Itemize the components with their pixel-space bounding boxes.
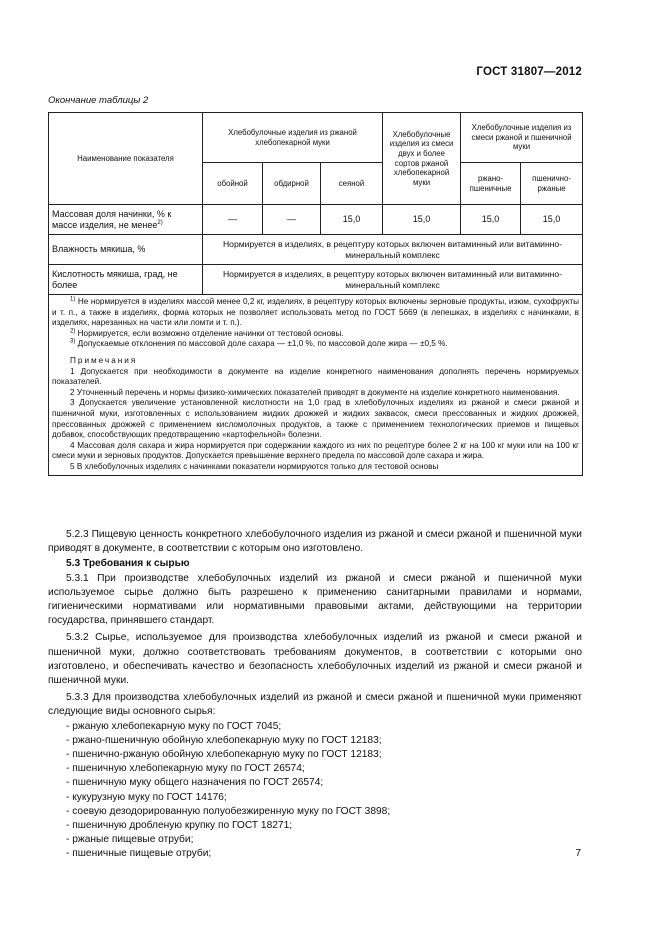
- table-row: [49, 265, 583, 295]
- list-item: - ржаную хлебопекарную муку по ГОСТ 7045;: [66, 720, 282, 732]
- header-rye-wheat: ржано-пшеничные: [461, 163, 521, 205]
- paragraph-5-3-3: 5.3.3 Для производства хлебобулочных изделий из ржаной и смеси ржаной и пшеничной муки применяют следующие виды основного сырья:: [48, 692, 582, 718]
- row-name-filling: Массовая доля начинки, % к массе изделия, не менее$^{2)}$: [49, 205, 203, 235]
- footnote-2: $^{2)}$ Нормируется, если возможно отделение начинки от тестовой основы.: [70, 328, 344, 338]
- header-seyan: сеяной: [321, 163, 383, 205]
- cell-value: 15,0: [383, 205, 461, 235]
- cell-value: 15,0: [521, 205, 583, 235]
- footnote-1: $^{1)}$ Не нормируется в изделиях массой менее 0,2 кг, изделиях, в рецептуру которых включены зерновые продукты, изюм, сухофрукты и т. п., а также в изделиях, форма которых не позволяет использовать метод по ГОСТ 5669 (в лепешках, в изделиях с начинками, в изделиях, нарезанных на части или ломти и т. п.).: [52, 296, 580, 328]
- header-oboy: обойной: [203, 163, 263, 205]
- list-item: - пшеничную муку общего назначения по ГОСТ 26574;: [66, 777, 324, 789]
- list-item: - ржано-пшеничную обойную хлебопекарную муку по ГОСТ 12183;: [66, 734, 382, 746]
- header-wheat-rye: пшенично-ржаные: [521, 163, 583, 205]
- cell-moisture-rule: Нормируется в изделиях, в рецептуру которых включен витаминный или витаминно-минеральный комплекс: [203, 235, 583, 265]
- note-1: 1 Допускается при необходимости в документе на изделие конкретного наименования дополнять перечень нормируемых показателей.: [52, 366, 580, 387]
- section-heading-5-3: 5.3 Требования к сырью: [66, 558, 190, 570]
- header-indicator-name: Наименование показателя: [49, 113, 203, 205]
- paragraph-5-3-1: 5.3.1 При производстве хлебобулочных изделий из ржаной и смеси ржаной и пшеничной муки используемое сырье должно быть разрешено к применению санитарными правилами и нормами, гигиеническими нормативами или нормативными правовыми актами, действующими на территории государства, принявшего стандарт.: [48, 572, 582, 627]
- header-rye-wheat-group: Хлебобулочные изделия из смеси ржаной и пшеничной муки: [461, 113, 583, 163]
- row-name-moisture: Влажность мякиша, %: [49, 235, 203, 265]
- table-notes: [49, 295, 583, 476]
- header-rye-group: Хлебобулочные изделия из ржаной хлебопекарной муки: [203, 113, 383, 163]
- header-mixed-rye-group: Хлебобулочные изделия из смеси двух и более сортов ржаной хлебопекарной муки: [383, 113, 461, 205]
- note-3: 3 Допускается увеличение установленной кислотности на 1,0 град в хлебобулочных изделиях из ржаной и смеси ржаной и пшеничной муки, изготовленных с использованием жидких дрожжей и жидких заквасок, смеси прессованных и жидких дрожжей, прессованных дрожжей с применением кисломолочных продуктов, а также с применением технологических приемов и пищевых добавок, способствующих предотвращению «картофельной» болезни.: [52, 398, 580, 440]
- note-2: 2 Уточненный перечень и нормы физико-химических показателей приводят в документе на изделие конкретного наименования.: [70, 387, 560, 397]
- table-caption: Окончание таблицы 2: [48, 95, 149, 106]
- footnote-3: $^{3)}$ Допускаемые отклонения по массовой доле сахара — ±1,0 %, по массовой доле жира — ±0,5 %.: [70, 338, 448, 349]
- list-item: - пшеничную хлебопекарную муку по ГОСТ 26574;: [66, 763, 305, 775]
- list-item: - соевую дезодорированную полуобезжиренную муку по ГОСТ 3898;: [66, 805, 391, 817]
- body-text: [48, 528, 582, 862]
- cell-value: —: [263, 205, 321, 235]
- indicators-table: [48, 112, 583, 476]
- notes-title: Примечания: [70, 355, 138, 365]
- list-item: - ржаные пищевые отруби;: [66, 834, 194, 846]
- document-code: ГОСТ 31807—2012: [476, 66, 582, 78]
- cell-value: 15,0: [461, 205, 521, 235]
- cell-value: —: [203, 205, 263, 235]
- row-name-acidity: Кислотность мякиша, град, не более: [49, 265, 203, 295]
- note-4: 4 Массовая доля сахара и жира нормируется при содержании каждого из них по рецептуре более 2 кг на 100 кг муки или на 100 кг смеси муки и зерновых продуктов. Допускается превышение верхнего предела по массовой доле сахара и жира.: [52, 440, 580, 461]
- page-number: 7: [575, 848, 581, 859]
- cell-acidity-rule: Нормируется в изделиях, в рецептуру которых включен витаминный или витаминно-минеральный комплекс: [203, 265, 583, 295]
- table-row: [49, 205, 583, 235]
- list-item: - пшеничные пищевые отруби;: [66, 848, 212, 860]
- raw-materials-list: [48, 720, 582, 862]
- list-item: - кукурузную муку по ГОСТ 14176;: [66, 791, 227, 803]
- list-item: - пшеничную дробленую крупку по ГОСТ 18271;: [66, 820, 293, 832]
- footnote-ref: 2): [157, 219, 163, 226]
- paragraph-5-2-3: 5.2.3 Пищевую ценность конкретного хлебобулочного изделия из ржаной и смеси ржаной и пшеничной муки приводят в документе, в соответствии с которым оно изготовлено.: [48, 529, 582, 555]
- paragraph-5-3-2: 5.3.2 Сырье, используемое для производства хлебобулочных изделий из ржаной и смеси ржаной и пшеничной муки, должно соответствовать требованиям документов, в соответствии с которыми оно изготовлено, и обеспечивать качество и безопасность хлебобулочных изделий из ржаной и смеси ржаной и пшеничной муки.: [48, 632, 582, 687]
- table-row: [49, 235, 583, 265]
- header-obdir: обдирной: [263, 163, 321, 205]
- note-5: 5 В хлебобулочных изделиях с начинками показатели нормируются только для тестовой основы: [70, 461, 439, 471]
- list-item: - пшенично-ржаную обойную хлебопекарную муку по ГОСТ 12183;: [66, 749, 382, 761]
- cell-value: 15,0: [321, 205, 383, 235]
